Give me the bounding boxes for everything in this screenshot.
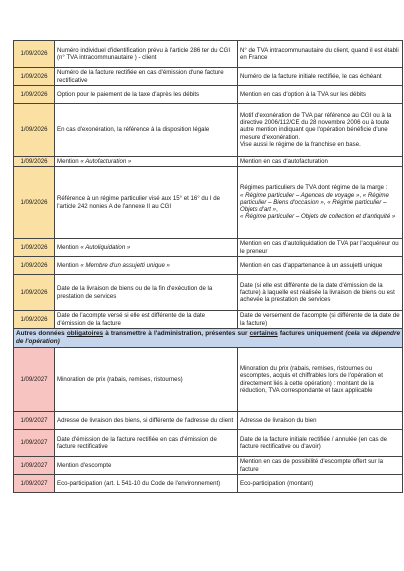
row-description: Option pour le paiement de la taxe d'après les débits: [55, 86, 238, 104]
table-row: [14, 412, 403, 430]
table-row: [14, 167, 403, 239]
row-date: 1/09/2026: [14, 68, 55, 86]
table-row: [14, 275, 403, 311]
row-date: 1/09/2027: [14, 457, 55, 475]
row-description: Adresse de livraison des biens, si différente de l'adresse du client: [55, 412, 238, 430]
regime-item: « Régime particulier – Agences de voyage »: [240, 191, 360, 199]
row-date: 1/09/2027: [14, 412, 55, 430]
regime-item: « Régime particulier – Objets de collection et d'antiquité »: [240, 213, 396, 221]
table-row: [14, 457, 403, 475]
document-page: [13, 40, 400, 493]
section-text-underlined: obligatoires: [66, 330, 104, 338]
row-date: 1/09/2027: [14, 475, 55, 493]
table-row: [14, 157, 403, 167]
row-description: Mention d'escompte: [55, 457, 238, 475]
desc-italic: « Membre d'un assujetti unique »: [80, 261, 170, 269]
row-mention: Régimes particuliers de TVA dont régime de la marge : « Régime particulier – Agences de voyage », « Régime particulier – Biens d'occasion », « Régime particulier – Objets d'art », « Régime particulier – Objets de collection et d'antiquité »: [238, 167, 403, 239]
row-date: 1/09/2026: [14, 257, 55, 275]
row-date: 1/09/2027: [14, 430, 55, 457]
row-description: Référence à un régime particulier visé aux 15° et 16° du I de l'article 242 nonies A de l'annexe II au CGI: [55, 167, 238, 239]
row-mention: Mention en cas d'autoliquidation de TVA par l'acquéreur ou le preneur: [238, 239, 403, 257]
row-mention: Mention en cas d'autofacturation: [238, 157, 403, 167]
section-text: factures uniquement: [277, 330, 346, 338]
row-description: [55, 239, 238, 257]
desc-italic: « Autoliquidation »: [80, 243, 131, 251]
row-mention: Minoration du prix (rabais, remises, ristournes ou escomptes, acquis et chiffrables lors de l'opération et directement liés à cette opération) : montant de la réduction, TVA correspondante et taux applicable: [238, 348, 403, 412]
row-description: Date de la livraison de biens ou de la fin d'exécution de la prestation de services: [55, 275, 238, 311]
row-date: 1/09/2026: [14, 104, 55, 157]
row-mention: N° de TVA intracommunautaire du client, quand il est établi en France: [238, 41, 403, 68]
row-description: Date de l'acompte versé si elle est différente de la date d'émission de la facture: [55, 311, 238, 329]
table-row: [14, 257, 403, 275]
row-mention: Date de la facture initiale rectifiée / annulée (en cas de facture rectificative ou d'avoir): [238, 430, 403, 457]
desc-italic: « Autofacturation »: [80, 157, 132, 165]
row-mention: Mention en cas de possibilité d'escompte offert sur la facture: [238, 457, 403, 475]
row-date: 1/09/2026: [14, 41, 55, 68]
regime-item: « Régime particulier – Biens d'occasion »: [240, 191, 389, 206]
row-date: 1/09/2026: [14, 157, 55, 167]
table-row: [14, 239, 403, 257]
table-row: [14, 348, 403, 412]
row-mention: Eco-participation (montant): [238, 475, 403, 493]
row-description: [55, 157, 238, 167]
row-description: Date d'émission de la facture rectifiée en cas d'émission de facture rectificative: [55, 430, 238, 457]
row-description: Eco-participation (art. L 541-10 du Code de l'environnement): [55, 475, 238, 493]
section-text-italic: (cela va dépendre de l'opération): [16, 330, 400, 345]
row-mention: Mention en cas d'option à la TVA sur les débits: [238, 86, 403, 104]
row-mention: Numéro de la facture initiale rectifiée, le cas échéant: [238, 68, 403, 86]
section-text-underlined: certaines: [249, 330, 278, 338]
table-row: [14, 41, 403, 68]
row-date: 1/09/2026: [14, 167, 55, 239]
row-mention: Adresse de livraison du bien: [238, 412, 403, 430]
row-date: 1/09/2027: [14, 348, 55, 412]
row-description: [55, 257, 238, 275]
row-mention: Date de versement de l'acompte (si différente de la date de la facture): [238, 311, 403, 329]
table-row: [14, 475, 403, 493]
table-row: [14, 104, 403, 157]
desc-prefix: Mention: [57, 261, 81, 269]
row-date: 1/09/2026: [14, 86, 55, 104]
table-row: [14, 68, 403, 86]
section-header-row: [14, 329, 403, 348]
table-row: [14, 86, 403, 104]
row-description: Numéro de la facture rectifiée en cas d'émission d'une facture rectificative: [55, 68, 238, 86]
section-text: Autres données: [16, 330, 67, 338]
row-mention: Date (si elle est différente de la date d'émission de la facture) à laquelle est réalisée la livraison de biens ou est achevée la prestation de services: [238, 275, 403, 311]
row-description: Numéro individuel d'identification prévu à l'article 286 ter du CGI (n° TVA intracommunautaire ) - client: [55, 41, 238, 68]
row-date: 1/09/2026: [14, 311, 55, 329]
row-mention: Motif d'exonération de TVA par référence au CGI ou à la directive 2006/112/CE du 28 novembre 2006 ou à toute autre mention indiquant que l'opération bénéficie d'une mesure d'exonération. Vise aussi le régime de la franchise en base.: [238, 104, 403, 157]
row-description: En cas d'exonération, la référence à la disposition légale: [55, 104, 238, 157]
section-header: [14, 329, 403, 348]
desc-prefix: Mention: [57, 157, 81, 165]
row-mention: Mention en cas d'appartenance à un assujetti unique: [238, 257, 403, 275]
row-date: 1/09/2026: [14, 275, 55, 311]
regime-item: « Régime particulier – Objets d'art »: [240, 198, 387, 214]
regime-intro: Régimes particuliers de TVA dont régime de la marge :: [240, 184, 388, 192]
row-date: 1/09/2026: [14, 239, 55, 257]
row-description: Minoration de prix (rabais, remises, ristournes): [55, 348, 238, 412]
table-row: [14, 430, 403, 457]
table-row: [14, 311, 403, 329]
invoice-requirements-table: [13, 40, 403, 493]
desc-prefix: Mention: [57, 243, 81, 251]
section-text: à transmettre à l'administration, présentes sur: [103, 330, 250, 338]
